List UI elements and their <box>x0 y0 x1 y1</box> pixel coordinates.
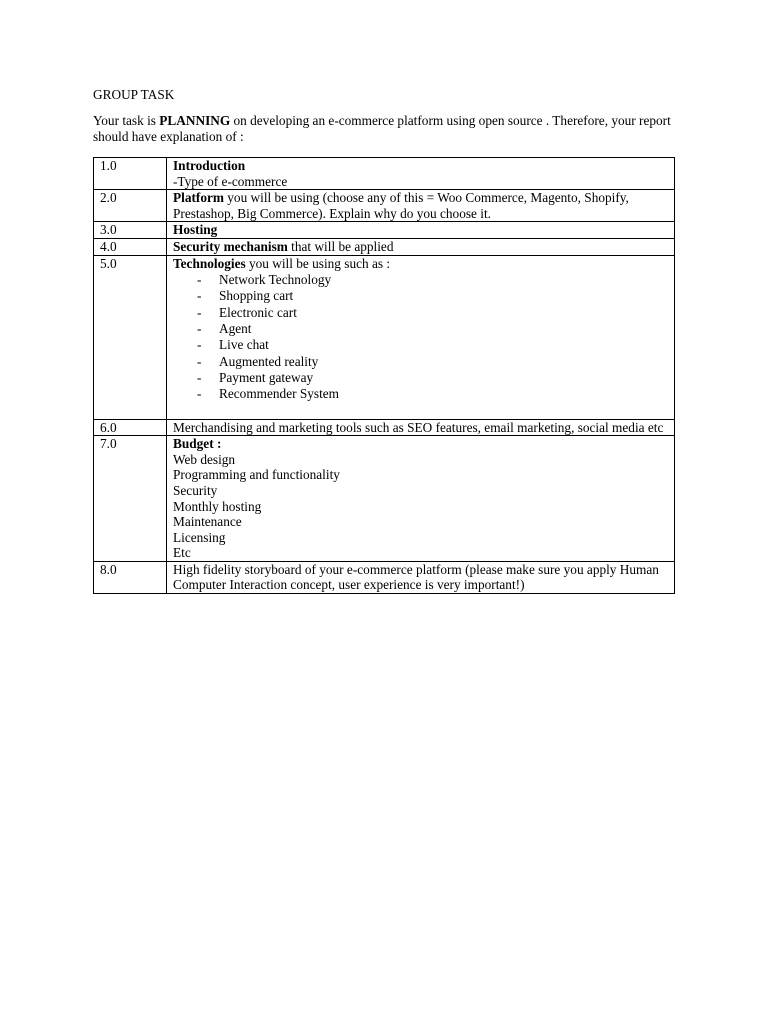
intro-bold: PLANNING <box>159 113 231 128</box>
table-row <box>94 255 675 419</box>
budget-item: Etc <box>173 545 191 561</box>
row-title: Introduction <box>173 158 246 173</box>
row-content <box>167 436 675 562</box>
list-item: - Network Technology <box>197 272 670 288</box>
row-content: High fidelity storyboard of your e-commerce platform (please make sure you apply Human Computer Interaction concept, user experience is very important!) <box>167 561 675 593</box>
table-row <box>94 436 675 562</box>
budget-item: Licensing <box>173 529 226 545</box>
row-content <box>167 158 675 190</box>
row-text: that will be applied <box>287 238 394 254</box>
row-title: Budget : <box>173 436 222 452</box>
list-item: - Shopping cart <box>197 288 670 304</box>
row-number: 4.0 <box>94 238 167 255</box>
budget-item: Maintenance <box>173 514 242 530</box>
row-text: you will be using (choose any of this = Woo Commerce, Magento, Shopify, Prestashop, Big Commerce). Explain why do you choose it. <box>173 190 629 221</box>
list-item: - Agent <box>197 321 670 337</box>
row-title: Security mechanism <box>173 238 288 254</box>
row-content <box>167 190 675 222</box>
row-number: 7.0 <box>94 436 167 562</box>
technology-list <box>173 272 670 402</box>
row-title: Platform <box>173 190 224 206</box>
row-number: 5.0 <box>94 255 167 419</box>
row-number: 8.0 <box>94 561 167 593</box>
row-content <box>167 238 675 255</box>
intro-post: on developing an e-commerce platform using open source . Therefore, your report should have explanation of : <box>93 113 671 144</box>
row-number: 6.0 <box>94 419 167 436</box>
document-heading: GROUP TASK <box>93 87 175 102</box>
intro-paragraph <box>93 113 678 145</box>
row-number: 2.0 <box>94 190 167 222</box>
cell-spacer <box>173 403 670 419</box>
row-number: 3.0 <box>94 222 167 239</box>
list-item: - Recommender System <box>197 386 670 402</box>
table-row <box>94 222 675 239</box>
table-row <box>94 238 675 255</box>
row-content <box>167 255 675 419</box>
row-subtext: -Type of e-commerce <box>173 173 288 189</box>
table-row <box>94 158 675 190</box>
intro-pre: Your task is <box>93 113 160 128</box>
table-row <box>94 419 675 436</box>
row-number: 1.0 <box>94 158 167 190</box>
list-item: - Payment gateway <box>197 370 670 386</box>
row-title: Hosting <box>173 222 218 238</box>
list-item: - Electronic cart <box>197 305 670 321</box>
row-text: you will be using such as : <box>245 255 391 271</box>
table-row <box>94 190 675 222</box>
table-row <box>94 561 675 593</box>
budget-item: Programming and functionality <box>173 467 340 483</box>
budget-item: Security <box>173 482 218 498</box>
budget-item: Web design <box>173 451 236 467</box>
task-table <box>93 157 675 594</box>
list-item: - Live chat <box>197 337 670 353</box>
row-content <box>167 222 675 239</box>
budget-item: Monthly hosting <box>173 498 262 514</box>
row-content: Merchandising and marketing tools such as SEO features, email marketing, social media etc <box>167 419 675 436</box>
list-item: - Augmented reality <box>197 354 670 370</box>
row-title: Technologies <box>173 255 246 271</box>
